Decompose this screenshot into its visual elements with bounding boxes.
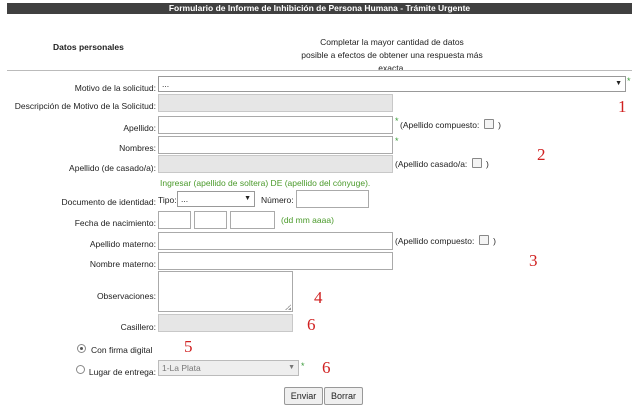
apellido-casado-field	[158, 155, 393, 173]
chevron-down-icon: ▼	[244, 195, 251, 202]
required-marker: *	[395, 136, 399, 146]
apellido-compuesto-label: (Apellido compuesto:	[400, 120, 480, 130]
section-desc-line-2: posible a efectos de obtener una respuesta más exacta.	[301, 50, 483, 73]
nombre-materno-label: Nombre materno:	[89, 259, 156, 269]
fecha-anio-field[interactable]	[230, 211, 275, 229]
required-marker: *	[627, 76, 631, 86]
required-marker: *	[395, 116, 399, 126]
apellido-casado-label: Apellido (de casado/a):	[69, 163, 156, 173]
section-desc-line-1: Completar la mayor cantidad de datos	[320, 37, 464, 47]
lugar-entrega-label: Lugar de entrega:	[88, 367, 156, 377]
lugar-select-value: 1-La Plata	[162, 363, 201, 373]
apellido-compuesto-group	[400, 119, 501, 130]
casillero-label: Casillero:	[120, 322, 156, 332]
apellido-materno-label: Apellido materno:	[89, 239, 156, 249]
fecha-dia-field[interactable]	[158, 211, 191, 229]
firma-digital-radio[interactable]	[77, 344, 86, 353]
apellido-materno-compuesto-group	[395, 235, 496, 246]
annotation-number: 5	[184, 337, 193, 356]
apellido-field[interactable]	[158, 116, 393, 134]
documento-label: Documento de identidad:	[61, 197, 156, 207]
observaciones-textarea[interactable]	[158, 271, 293, 312]
apellido-casado-checkbox[interactable]	[472, 158, 482, 168]
close-paren: )	[493, 236, 496, 246]
numero-documento-field[interactable]	[296, 190, 369, 208]
close-paren: )	[498, 120, 501, 130]
numero-label: Número:	[261, 195, 294, 205]
fecha-hint: (dd mm aaaa)	[281, 215, 334, 225]
annotation-number: 3	[529, 251, 538, 270]
descripcion-motivo-field	[158, 94, 393, 112]
apellido-casado-check-label: (Apellido casado/a:	[395, 159, 468, 169]
section-header	[7, 32, 632, 73]
tipo-select-value: ...	[181, 194, 189, 204]
casillero-field	[158, 314, 293, 332]
nombres-label: Nombres:	[119, 143, 156, 153]
apellido-materno-compuesto-checkbox[interactable]	[479, 235, 489, 245]
observaciones-label: Observaciones:	[96, 291, 156, 301]
apellido-materno-compuesto-label: (Apellido compuesto:	[395, 236, 475, 246]
form-title-bar: Formulario de Informe de Inhibición de Persona Humana - Trámite Urgente	[7, 3, 632, 14]
apellido-label: Apellido:	[123, 123, 156, 133]
divider	[7, 70, 632, 71]
motivo-label: Motivo de la solicitud:	[74, 83, 156, 93]
tipo-label: Tipo:	[158, 195, 177, 205]
required-marker: *	[301, 361, 305, 371]
resize-handle-icon[interactable]	[285, 304, 291, 310]
annotation-number: 4	[314, 288, 323, 307]
nombres-field[interactable]	[158, 136, 393, 154]
chevron-down-icon: ▼	[615, 80, 622, 87]
descripcion-motivo-label: Descripción de Motivo de la Solicitud:	[14, 101, 156, 111]
lugar-entrega-select[interactable]	[158, 360, 299, 376]
borrar-button[interactable]: Borrar	[324, 387, 363, 405]
annotation-number: 2	[537, 145, 546, 164]
annotation-number: 1	[618, 97, 627, 116]
firma-digital-label: Con firma digital	[91, 345, 153, 355]
motivo-select[interactable]	[158, 76, 626, 92]
nacimiento-label: Fecha de nacimiento:	[74, 218, 156, 228]
annotation-number: 6	[307, 315, 316, 334]
tipo-documento-select[interactable]	[177, 191, 255, 207]
nombre-materno-field[interactable]	[158, 252, 393, 270]
fecha-mes-field[interactable]	[194, 211, 227, 229]
close-paren: )	[486, 159, 489, 169]
apellido-casado-group	[395, 158, 489, 169]
chevron-down-icon: ▼	[288, 364, 295, 371]
apellido-compuesto-checkbox[interactable]	[484, 119, 494, 129]
section-title: Datos personales	[53, 42, 124, 52]
motivo-select-value: ...	[162, 79, 170, 89]
casada-hint: Ingresar (apellido de soltera) DE (apellido del cónyuge).	[160, 178, 371, 188]
annotation-number: 6	[322, 358, 331, 377]
lugar-entrega-radio[interactable]	[76, 365, 85, 374]
enviar-button[interactable]: Enviar	[284, 387, 323, 405]
apellido-materno-field[interactable]	[158, 232, 393, 250]
